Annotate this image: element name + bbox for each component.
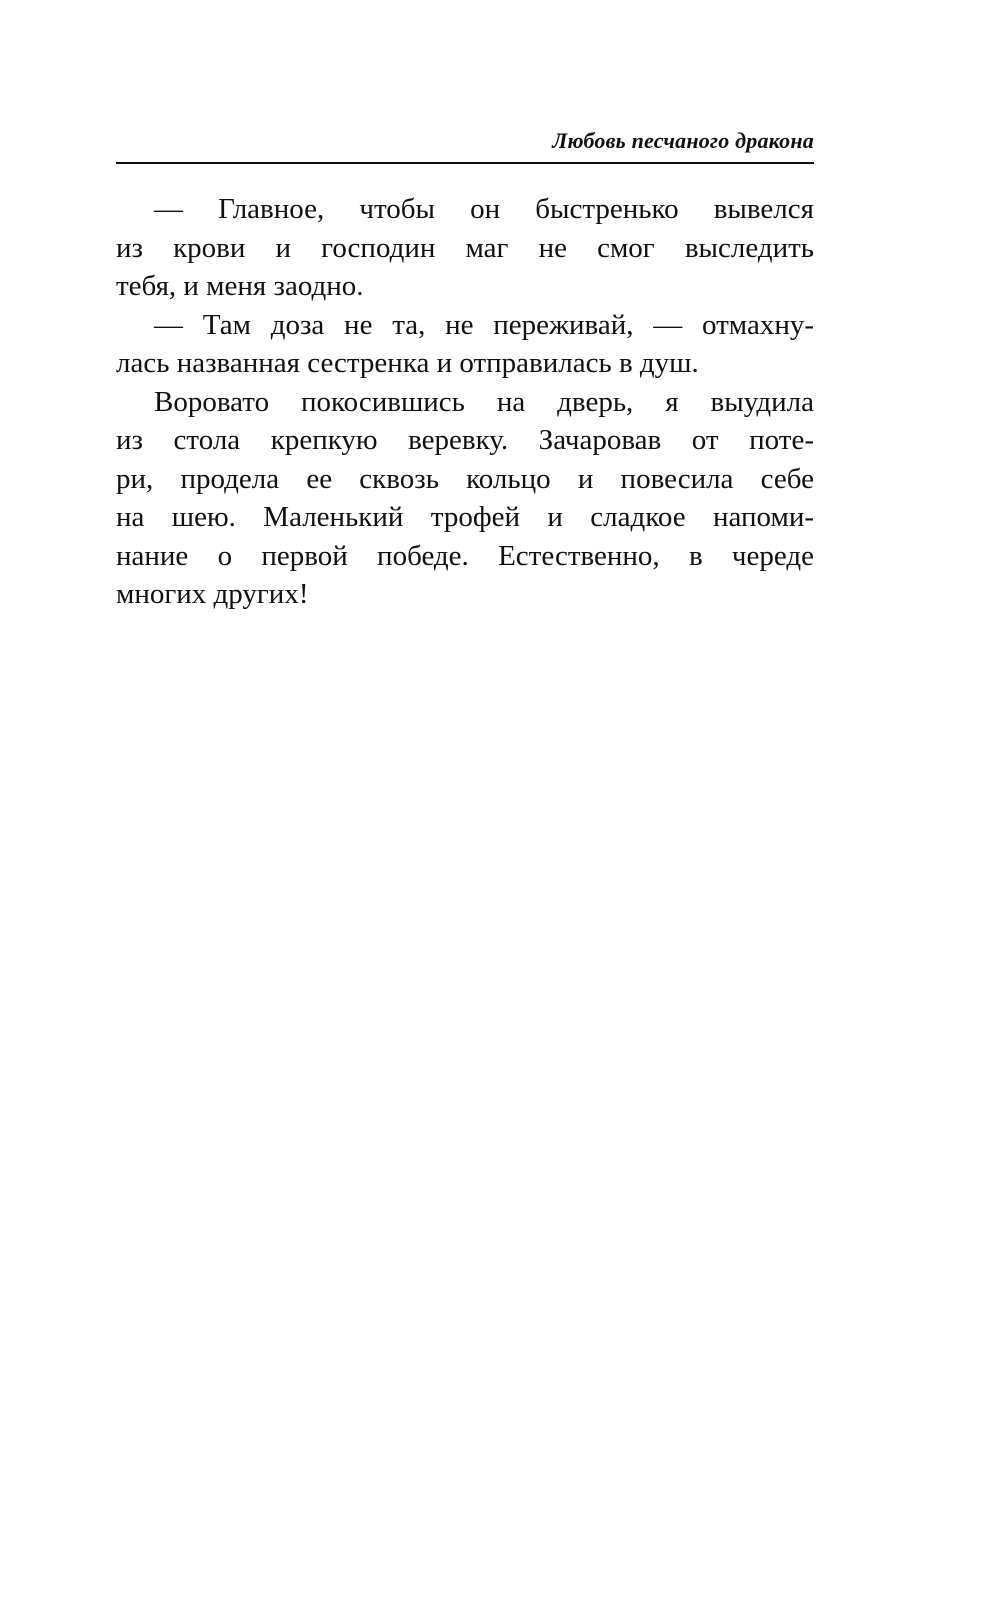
text-line: многих других! xyxy=(116,578,309,610)
text-line: из стола крепкую веревку. Зачаровав от поте- xyxy=(116,424,814,456)
text-line: лась названная сестренка и отправилась в душ. xyxy=(116,347,699,379)
text-line: нание о первой победе. Естественно, в череде xyxy=(116,539,814,572)
text-line: Воровато покосившись на дверь, я выудила xyxy=(154,385,814,418)
text-line: из крови и господин маг не смог выследить xyxy=(116,231,814,264)
header-rule xyxy=(116,162,814,164)
text-line: тебя, и меня заодно. xyxy=(116,270,364,302)
text-line: на шею. Маленький трофей и сладкое напоми- xyxy=(116,501,814,533)
text-line: ри, продела ее сквозь кольцо и повесила себе xyxy=(116,462,814,495)
text-line: — Главное, чтобы он быстренько вывелся xyxy=(154,193,814,225)
text-line: — Там доза не та, не переживай, — отмахну- xyxy=(154,308,814,341)
body-text xyxy=(116,190,814,614)
running-head-title: Любовь песчаного дракона xyxy=(552,128,814,153)
